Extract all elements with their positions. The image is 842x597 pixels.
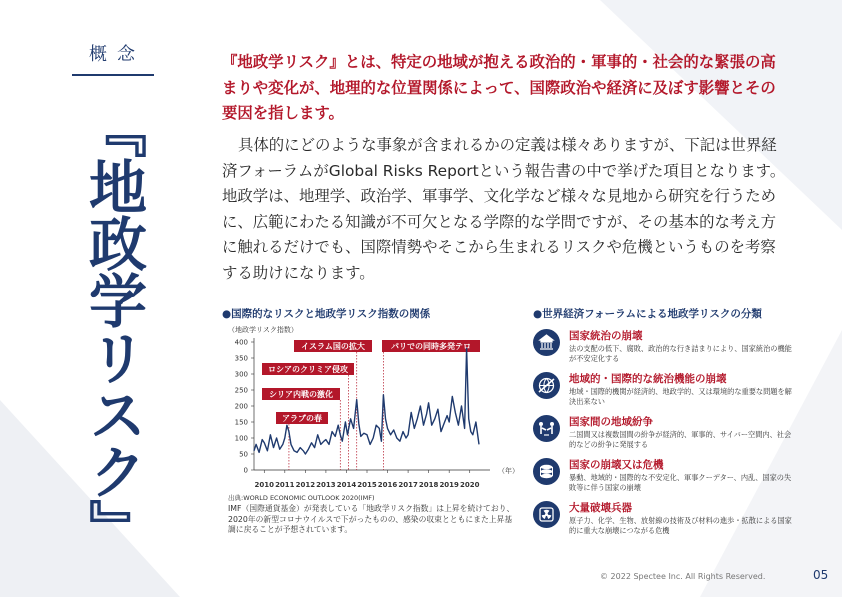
x-tick-label: 2020 [459,481,480,489]
y-tick-label: 100 [234,434,248,443]
risk-title: 大量破壊兵器 [569,502,632,514]
x-tick-label: 2010 [254,481,275,489]
x-tick-label: 2013 [316,481,336,489]
concept-divider [72,74,154,76]
risk-section-title: ●世界経済フォーラムによる地政学リスクの分類 [533,308,762,320]
risk-title: 地域的・国際的な統治機能の崩壊 [569,373,727,385]
risk-item-wmd [533,498,793,541]
risk-item-governance [533,326,793,369]
risk-desc: 法の支配の低下、腐敗、政治的な行き詰まりにより、国家統治の機能が不安定化する [569,344,792,363]
y-tick-label: 250 [234,386,248,395]
chart-svg [222,320,522,500]
x-tick-label: 2018 [418,481,439,489]
risk-desc: 二国間又は複数国間の紛争が経済的、軍事的、サイバー空間内、社会的などの紛争に発展する [569,430,792,449]
copyright: © 2022 Spectee Inc. All Rights Reserved. [600,572,766,581]
page-number: 05 [813,568,829,582]
collapse-icon [533,458,560,485]
page-title: 『地政学リスク』 [79,100,147,556]
risk-title: 国家間の地域紛争 [569,416,653,428]
annotation-label: アラブの春 [282,414,322,423]
x-tick-label: 2016 [377,481,398,489]
risk-title: 国家の崩壊又は危機 [569,459,664,471]
risk-desc: 地域・国際的機関が経済的、地政学的、又は環境的な重要な問題を解決出来ない [569,387,792,406]
x-tick-label: 2017 [398,481,418,489]
government-building-icon [533,329,560,356]
x-axis-label: （年） [498,467,519,475]
annotation-label: シリア内戦の激化 [269,390,333,399]
y-tick-label: 400 [234,338,248,347]
risk-list [533,326,793,541]
chart-source: 出典:WORLD ECONOMIC OUTLOOK 2020(IMF) [228,494,375,502]
geopolitical-risk-chart [222,320,522,500]
annotation-label: パリでの同時多発テロ [391,342,471,351]
chart-note: IMF（国際通貨基金）が発表している「地政学リスク指数」は上昇を続けており、2020年の新型コロナウイルスで下がったものの、感染の収束とともにまた上昇基調に戻ることが予想されています。 [228,504,515,534]
x-tick-label: 2019 [439,481,459,489]
annotation-label: ロシアのクリミア侵攻 [268,365,348,374]
lead-definition: 『地政学リスク』とは、特定の地域が抱える政治的・軍事的・社会的な緊張の高まりや変化が、地理的な位置関係によって、国際政治や経済に及ぼす影響とその要因を指します。 [222,53,776,122]
radiation-icon [533,501,560,528]
risk-item-interstate-conflict [533,412,793,455]
x-tick-label: 2015 [357,481,377,489]
y-tick-label: 350 [234,354,248,363]
risk-item-international-governance [533,369,793,412]
x-tick-label: 2014 [336,481,357,489]
annotation-label: イスラム国の拡大 [301,342,365,351]
concept-label: 概念 [89,44,145,65]
risk-desc: 暴動、地域的・国際的な不安定化、軍事クーデター、内乱、国家の失敗等に伴う国家の崩壊 [569,473,792,492]
y-tick-label: 200 [234,402,248,411]
y-axis-label: （地政学リスク指数） [228,326,298,334]
chart-section-title: ●国際的なリスクと地政学リスク指数の関係 [222,308,431,320]
y-tick-label: 150 [234,418,248,427]
risk-item-state-collapse [533,455,793,498]
broken-globe-icon [533,372,560,399]
body-paragraph: 具体的にどのような事象が含まれるかの定義は様々ありますが、下記は世界経済フォーラムがGlobal Risks Reportという報告書の中で挙げた項目となります。地政学は、地理学、政治学、軍事学、文化学など様々な見地から研究を行うために、広範にわたる知識が不可欠となる学際的な学問ですが、その基本的な考え方に触れるだけでも、国際情勢やそこから生まれるリスクや危機というものを考察する助けになります。 [222,136,786,282]
concept-heading [72,40,154,76]
conflict-icon [533,415,560,442]
y-tick-label: 300 [234,370,248,379]
x-tick-label: 2012 [295,481,316,489]
risk-desc: 原子力、化学、生物、放射線の技術及び材料の進歩・拡散による国家的に重大な崩壊につながる危機 [569,516,792,535]
y-tick-label: 50 [239,450,248,459]
x-tick-label: 2011 [275,481,295,489]
y-tick-label: 0 [243,466,248,475]
risk-title: 国家統治の崩壊 [569,330,643,342]
